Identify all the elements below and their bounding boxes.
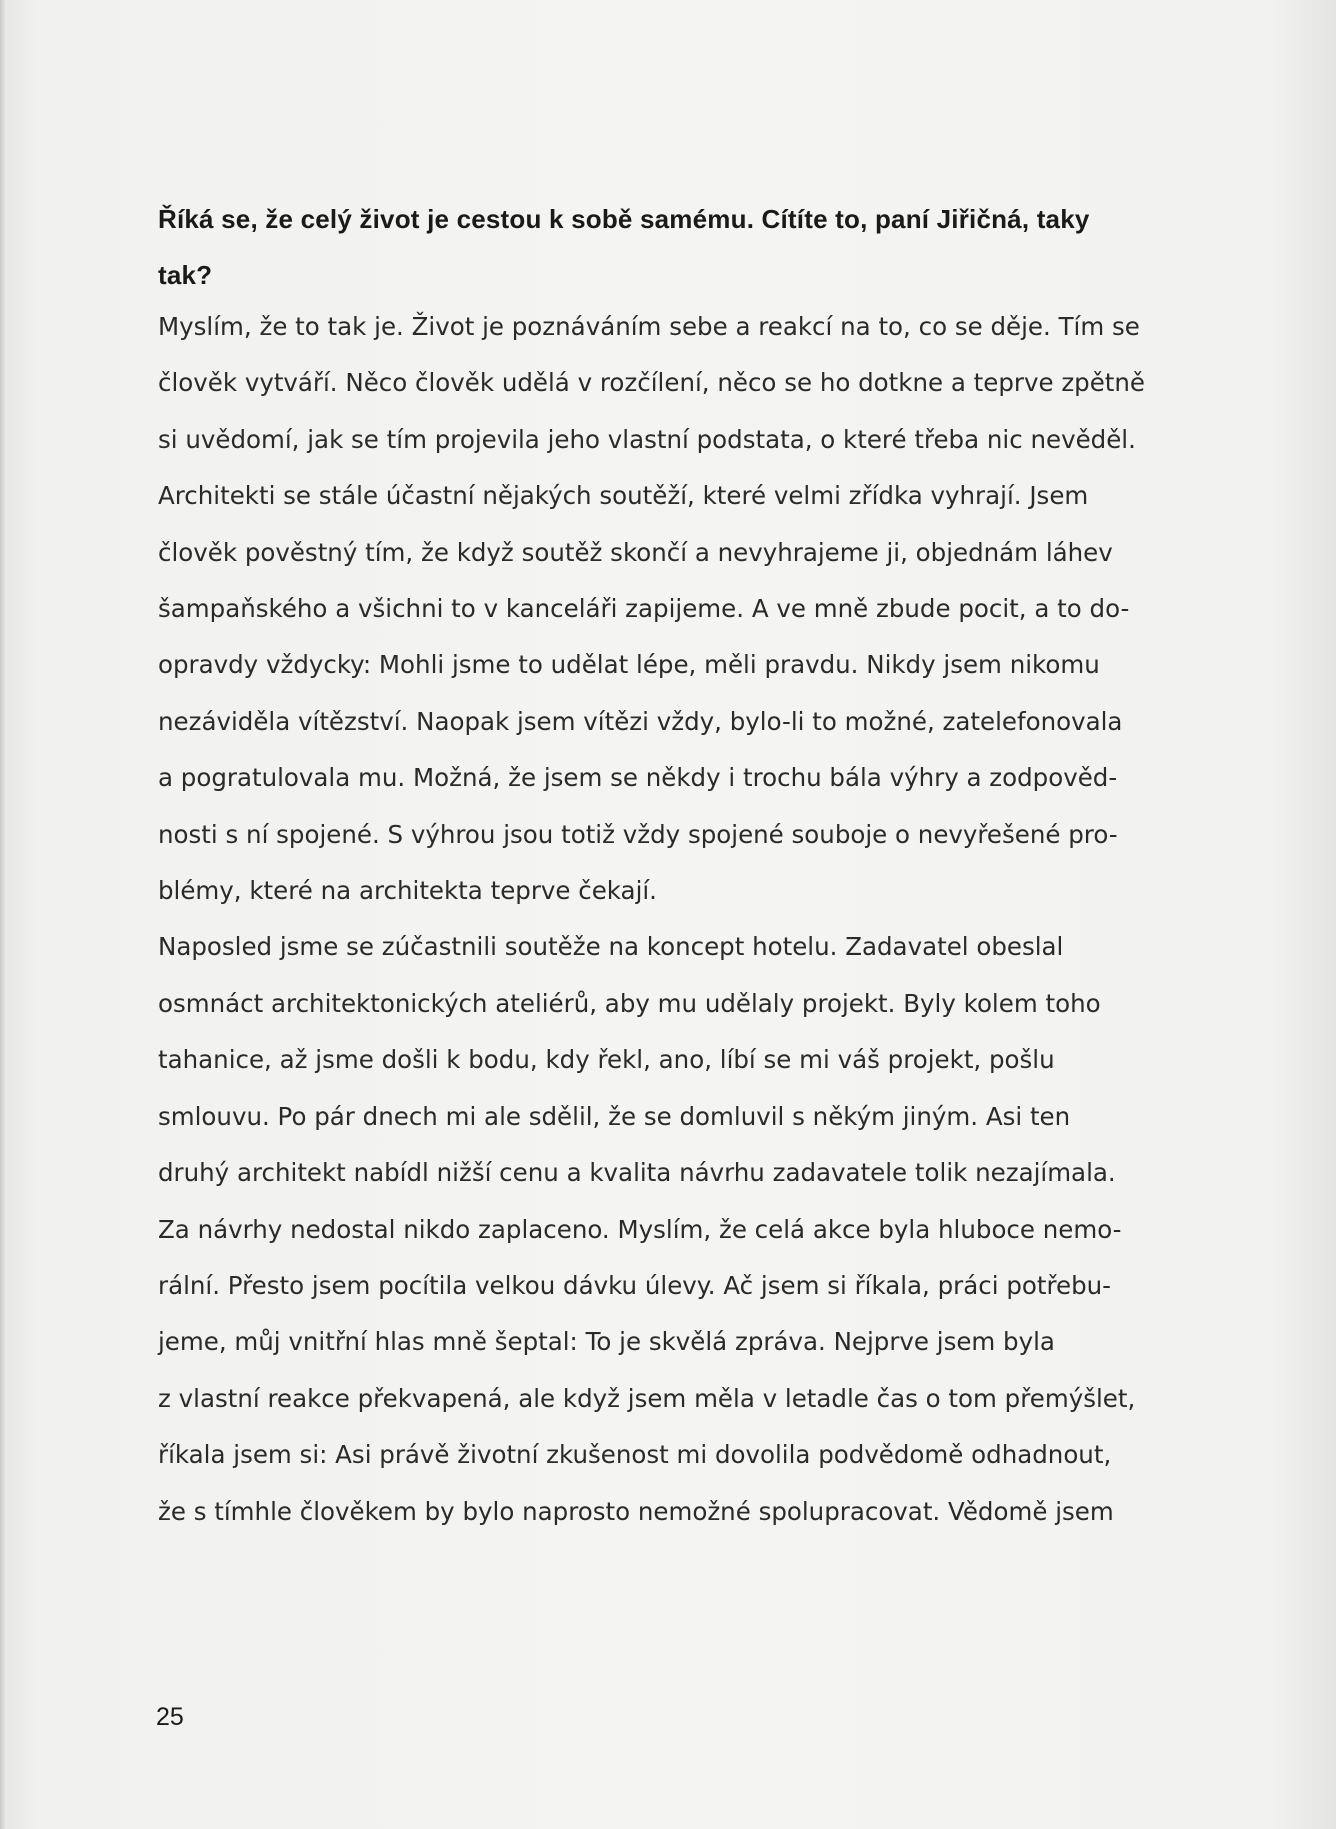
answer-line: opravdy vždycky: Mohli jsme to udělat lépe, měli pravdu. Nikdy jsem nikomu: [158, 650, 1100, 680]
answer-line: osmnáct architektonických ateliérů, aby mu udělaly projekt. Byly kolem toho: [158, 988, 1101, 1018]
question-line-1: Říká se, že celý život je cestou k sobě samému. Cítíte to, paní Jiřičná, taky: [158, 204, 1090, 234]
page-edge-shadow: [0, 0, 6, 1829]
answer-line: nezáviděla vítězství. Naopak jsem vítězi vždy, bylo-li to možné, zatelefonovala: [158, 706, 1123, 736]
answer-line: blémy, které na architekta teprve čekají.: [158, 876, 657, 906]
answer-line: Za návrhy nedostal nikdo zaplaceno. Myslím, že celá akce byla hluboce nemo-: [158, 1214, 1122, 1244]
answer-line: šampaňského a všichni to v kanceláři zapijeme. A ve mně zbude pocit, a to do-: [158, 594, 1130, 624]
answer-line: druhý architekt nabídl nižší cenu a kvalita návrhu zadavatele tolik nezajímala.: [158, 1158, 1116, 1188]
answer-line: Architekti se stále účastní nějakých soutěží, které velmi zřídka vyhrají. Jsem: [158, 481, 1089, 511]
answer-line: smlouvu. Po pár dnech mi ale sdělil, že se domluvil s někým jiným. Asi ten: [158, 1101, 1071, 1131]
answer-line: říkala jsem si: Asi právě životní zkušenost mi dovolila podvědomě odhadnout,: [158, 1440, 1112, 1470]
answer-line: tahanice, až jsme došli k bodu, kdy řekl, ano, líbí se mi váš projekt, pošlu: [158, 1045, 1055, 1075]
page-number: 25: [156, 1703, 184, 1731]
answer-line: z vlastní reakce překvapená, ale když jsem měla v letadle čas o tom přemýšlet,: [158, 1383, 1136, 1413]
answer-line: rální. Přesto jsem pocítila velkou dávku úlevy. Ač jsem si říkala, práci potřebu-: [158, 1270, 1112, 1300]
answer-line: Naposled jsme se zúčastnili soutěže na koncept hotelu. Zadavatel obeslal: [158, 932, 1064, 962]
interview-question: [158, 191, 1208, 303]
answer-line: Myslím, že to tak je. Život je poznáváním sebe a reakcí na to, co se děje. Tím se: [158, 312, 1140, 341]
answer-line: že s tímhle člověkem by bylo naprosto nemožné spolupracovat. Vědomě jsem: [158, 1496, 1114, 1526]
answer-line: nosti s ní spojené. S výhrou jsou totiž vždy spojené souboje o nevyřešené pro-: [158, 819, 1118, 849]
answer-line: člověk pověstný tím, že když soutěž skončí a nevyhrajeme ji, objednám láhev: [158, 537, 1113, 567]
interview-answer: [158, 299, 1228, 1540]
question-line-2: tak?: [158, 260, 213, 290]
answer-line: člověk vytváří. Něco člověk udělá v rozčílení, něco se ho dotkne a teprve zpětně: [158, 368, 1146, 398]
answer-line: si uvědomí, jak se tím projevila jeho vlastní podstata, o které třeba nic nevěděl.: [158, 424, 1136, 454]
answer-line: a pogratulovala mu. Možná, že jsem se někdy i trochu bála výhry a zodpověd-: [158, 763, 1118, 793]
answer-line: jeme, můj vnitřní hlas mně šeptal: To je skvělá zpráva. Nejprve jsem byla: [158, 1327, 1055, 1357]
